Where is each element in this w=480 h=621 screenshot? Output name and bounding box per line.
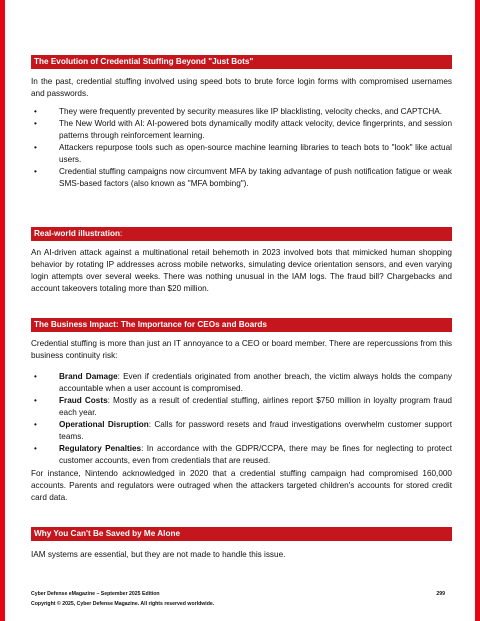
section-intro-business-impact: Credential stuffing is more than just an IT annoyance to a CEO or board member. There are repercussions from this business continuity risk: xyxy=(31,339,452,360)
list-item: • Fraud Costs: Mostly as a result of credential stuffing, airlines report $750 million in loyalty program fraud each year. xyxy=(34,396,452,417)
footer-edition: Cyber Defense eMagazine – September 2025 Edition xyxy=(31,591,160,597)
list-item: • They were frequently prevented by security measures like IP blacklisting, velocity checks, and CAPTCHA. xyxy=(34,107,443,116)
list-item: • Regulatory Penalties: In accordance with the GDPR/CCPA, there may be fines for neglecting to protect customer accounts, even from credentials that are reused. xyxy=(34,444,453,465)
footer-copyright: Copyright © 2025, Cyber Defense Magazine. All rights reserved worldwide. xyxy=(31,601,215,607)
list-item: • Attackers repurpose tools such as open-source machine learning libraries to teach bots to "look" like actual users. xyxy=(34,143,452,164)
list-item: • Brand Damage: Even if credentials originated from another breach, the victim always holds the company accountable when a user account is compromised. xyxy=(34,372,452,393)
list-item: • The New World with AI: AI-powered bots dynamically modify attack velocity, device fingerprints, and session patterns through reinforcement learning. xyxy=(34,119,452,140)
list-item: • Credential stuffing campaigns now circumvent MFA by taking advantage of push notification fatigue or weak SMS-based factors (also known as "MFA bombing"). xyxy=(34,167,452,188)
bullet-list-evolution xyxy=(31,106,452,190)
section-heading-why-alone: Why You Can't Be Saved by Me Alone xyxy=(31,527,452,541)
left-red-edge xyxy=(0,0,5,621)
section-body-why-alone: IAM systems are essential, but they are not made to handle this issue. xyxy=(31,550,286,559)
list-item: • Operational Disruption: Calls for password resets and fraud investigations overwhelm customer support teams. xyxy=(34,420,452,441)
section-heading-evolution: The Evolution of Credential Stuffing Beyond "Just Bots" xyxy=(31,55,452,69)
right-red-edge xyxy=(475,0,480,621)
section-heading-business-impact: The Business Impact: The Importance for CEOs and Boards xyxy=(31,318,452,332)
section-body-real-world: An AI-driven attack against a multinational retail behemoth in 2023 involved bots that mimicked human shopping behavior by rotating IP addresses across mobile networks, simulating device orientation sensors, and even varying login attempts over several weeks. There was nothing unusual in the IAM logs. The fraud bill? Chargebacks and account takeovers totaling more than $20 million. xyxy=(31,248,452,293)
section-heading-real-world: Real-world illustration: xyxy=(31,227,452,241)
section-closing-business-impact: For instance, Nintendo acknowledged in 2020 that a credential stuffing campaign had compromised 160,000 accounts. Parents and regulators were outraged when the attackers targeted children's accounts for stored credit card data. xyxy=(31,469,452,502)
bullet-list-business-impact xyxy=(31,371,452,467)
section-intro-evolution: In the past, credential stuffing involved using speed bots to brute force login forms with compromised usernames and passwords. xyxy=(31,77,452,98)
page-number: 299 xyxy=(436,591,445,597)
